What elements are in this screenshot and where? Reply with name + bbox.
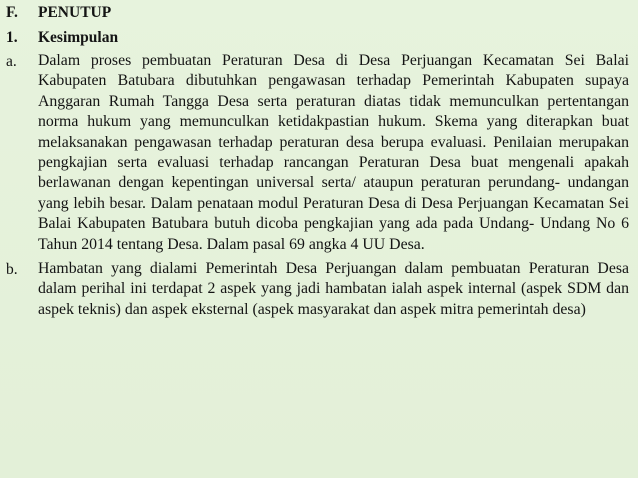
list-item-a bbox=[6, 51, 629, 255]
list-item-text: Hambatan yang dialami Pemerintah Desa Perjuangan dalam pembuatan Peraturan Desa dalam perihal ini terdapat 2 aspek yang jadi hambatan ialah aspek internal (aspek SDM dan aspek teknis) dan aspek eksternal (aspek masyarakat dan aspek mitra pemerintah desa) bbox=[38, 260, 629, 318]
list-item-text: Dalam proses pembuatan Peraturan Desa di Desa Perjuangan Kecamatan Sei Balai Kabupaten Batubara dibutuhkan pengawasan terhadap Pemerintah Kabupaten supaya Anggaran Rumah Tangga Desa serta peraturan diatas tidak memunculkan pertentangan norma hukum yang memunculkan ketidakpastian hukum. Skema yang diterapkan buat melaksanakan pengawasan terhadap peraturan desa berupa evaluasi. Penilaian merupakan pengkajian serta evaluasi terhadap rancangan Peraturan Desa buat mengenali apakah berlawanan dengan kepentingan universal serta/ ataupun peraturan perundang- undangan yang lebih besar. Dalam penataan modul Peraturan Desa di Desa Perjuangan Kecamatan Sei Balai Kabupaten Batubara butuh dicoba pengkajian yang ada pada Undang- Undang No 6 Tahun 2014 tentang Desa. Dalam pasal 69 angka 4 UU Desa. bbox=[38, 52, 629, 253]
section-heading bbox=[6, 2, 629, 24]
section-title: PENUTUP bbox=[38, 4, 112, 21]
list-item-marker: b. bbox=[6, 261, 18, 279]
subsection-marker: 1. bbox=[6, 28, 18, 46]
list-item-b bbox=[6, 259, 629, 320]
subsection-title: Kesimpulan bbox=[38, 28, 119, 46]
section-marker: F. bbox=[6, 4, 18, 21]
list-item-marker: a. bbox=[6, 53, 17, 70]
subsection-heading bbox=[6, 27, 629, 49]
